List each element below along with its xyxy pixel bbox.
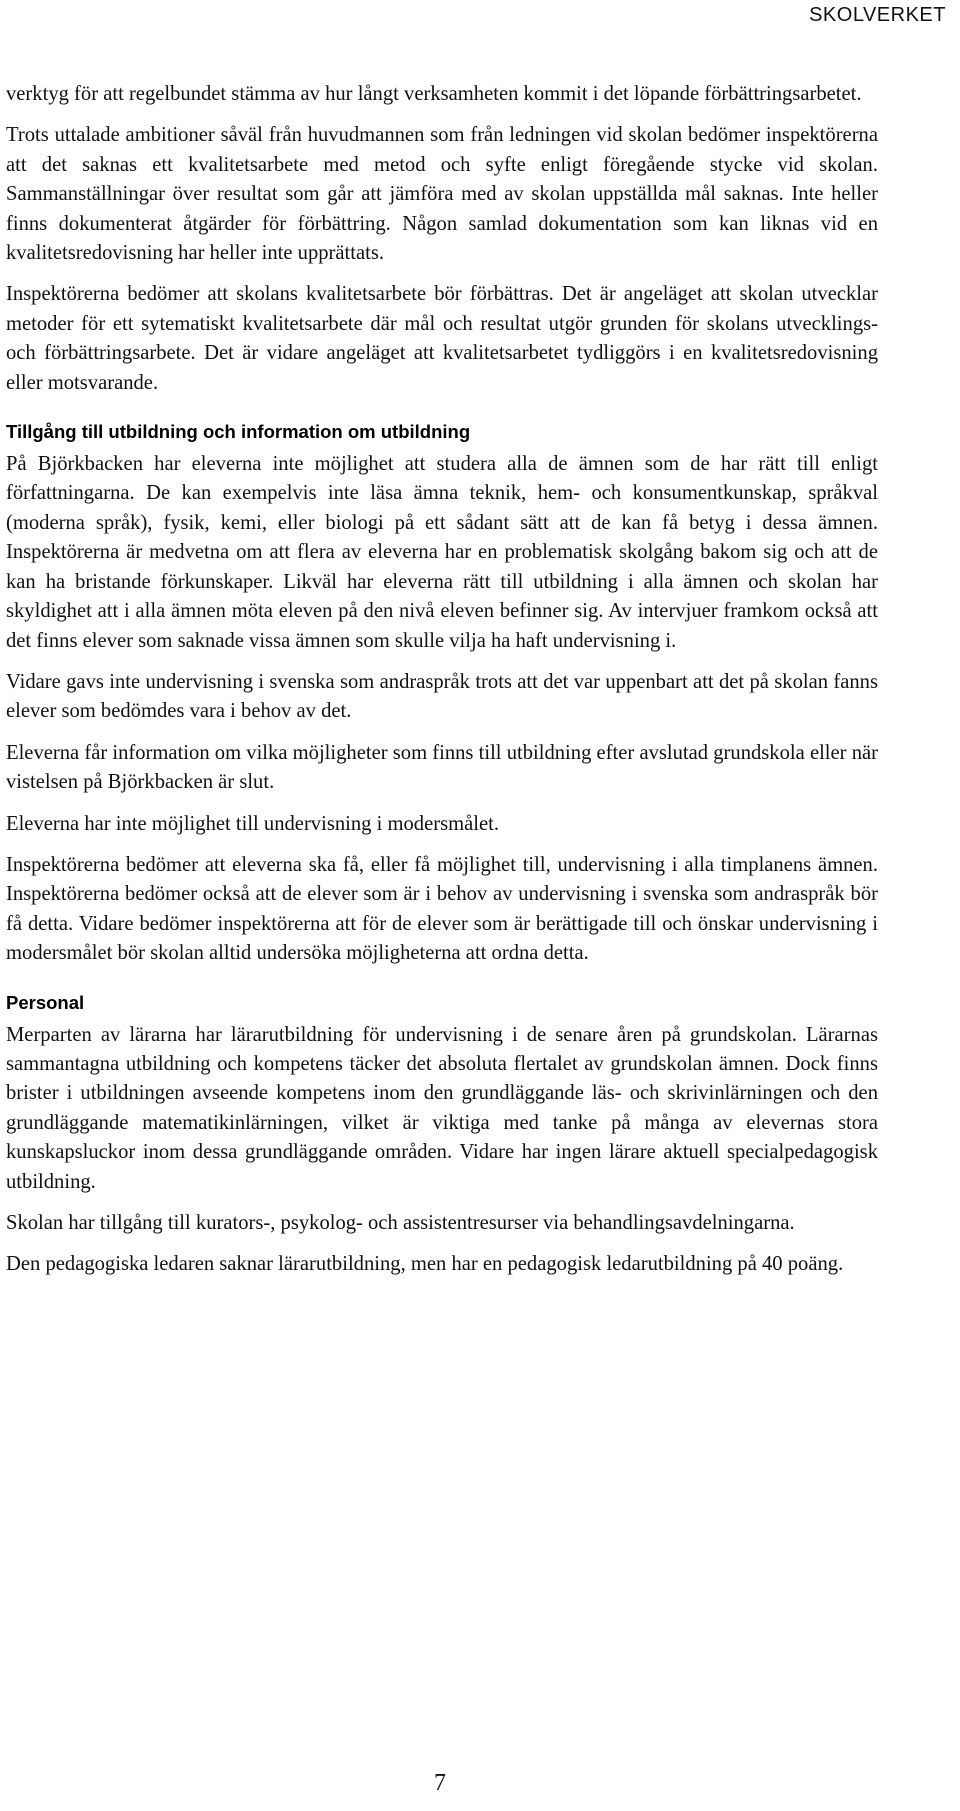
paragraph: Den pedagogiska ledaren saknar lärarutbildning, men har en pedagogisk ledarutbildning på 40 poäng. [6, 1253, 844, 1276]
section-heading-access: Tillgång till utbildning och information om utbildning [6, 421, 471, 443]
document-body [6, 80, 878, 1292]
paragraph: Eleverna får information om vilka möjligheter som finns till utbildning efter avslutad grundskola eller när vistelsen på Björkbacken är slut. [6, 741, 878, 794]
paragraph: På Björkbacken har eleverna inte möjlighet att studera alla de ämnen som de har rätt till enligt författningarna. De kan exempelvis inte läsa ämna teknik, hem- och konsumentkunskap, språkval (moderna språk), fysik, kemi, eller biologi på ett sådant sätt att de kan få betyg i dessa ämnen. Inspektörerna är medvetna om att flera av eleverna har en problematisk skolgång bakom sig och att de kan ha bristande förkunskaper. Likväl har eleverna rätt till utbildning i alla ämnen och skolan har skyldighet att i alla ämnen möta eleven på den nivå eleven befinner sig. Av intervjuer framkom också att det finns elever som saknade vissa ämnen som skulle vilja ha haft undervisning i. [6, 453, 878, 652]
paragraph: Eleverna har inte möjlighet till undervisning i modersmålet. [6, 812, 499, 835]
header-organization: SKOLVERKET [809, 4, 946, 26]
page-number: 7 [434, 1770, 446, 1796]
paragraph: Trots uttalade ambitioner såväl från huvudmannen som från ledningen vid skolan bedömer inspektörerna att det saknas ett kvalitetsarbete med metod och syfte enligt föregående stycke vid skolan. Sammanställningar över resultat som går att jämföra med av skolan uppställda mål saknas. Inte heller finns dokumenterat åtgärder för förbättring. Någon samlad dokumentation som kan liknas vid en kvalitetsredovisning har heller inte upprättats. [6, 124, 878, 265]
paragraph: Merparten av lärarna har lärarutbildning för undervisning i de senare åren på grundskolan. Lärarnas sammantagna utbildning och kompetens täcker det absoluta flertalet av grundskolan ämnen. Dock finns brister i utbildningen avseende kompetens inom den grundläggande läs- och skrivinlärningen och den grundläggande matematikinlärningen, vilket är viktiga med tanke på många av elevernas stora kunskapsluckor inom dessa grundläggande områden. Vidare har ingen lärare aktuell specialpedagogisk utbildning. [6, 1023, 878, 1193]
paragraph: Skolan har tillgång till kurators-, psykolog- och assistentresurser via behandlingsavdelningarna. [6, 1212, 795, 1234]
paragraph: Vidare gavs inte undervisning i svenska som andraspråk trots att det var uppenbart att det på skolan fanns elever som bedömdes vara i behov av det. [6, 670, 878, 723]
paragraph: Inspektörerna bedömer att eleverna ska få, eller få möjlighet till, undervisning i alla timplanens ämnen. Inspektörerna bedömer också att de elever som är i behov av undervisning i svenska som andraspråk bör få detta. Vidare bedömer inspektörerna att för de elever som är berättigade till och önskar undervisning i modersmålet bör skolan alltid undersöka möjligheterna att ordna detta. [6, 853, 878, 965]
paragraph: Inspektörerna bedömer att skolans kvalitetsarbete bör förbättras. Det är angeläget att skolan utvecklar metoder för ett sytematiskt kvalitetsarbete där mål och resultat utgör grunden för skolans utvecklings- och förbättringsarbete. Det är vidare angeläget att kvalitetsarbetet tydliggörs i en kvalitetsredovisning eller motsvarande. [6, 283, 878, 394]
section-heading-personal: Personal [6, 991, 85, 1013]
paragraph: verktyg för att regelbundet stämma av hur långt verksamheten kommit i det löpande förbättringsarbetet. [6, 83, 862, 105]
